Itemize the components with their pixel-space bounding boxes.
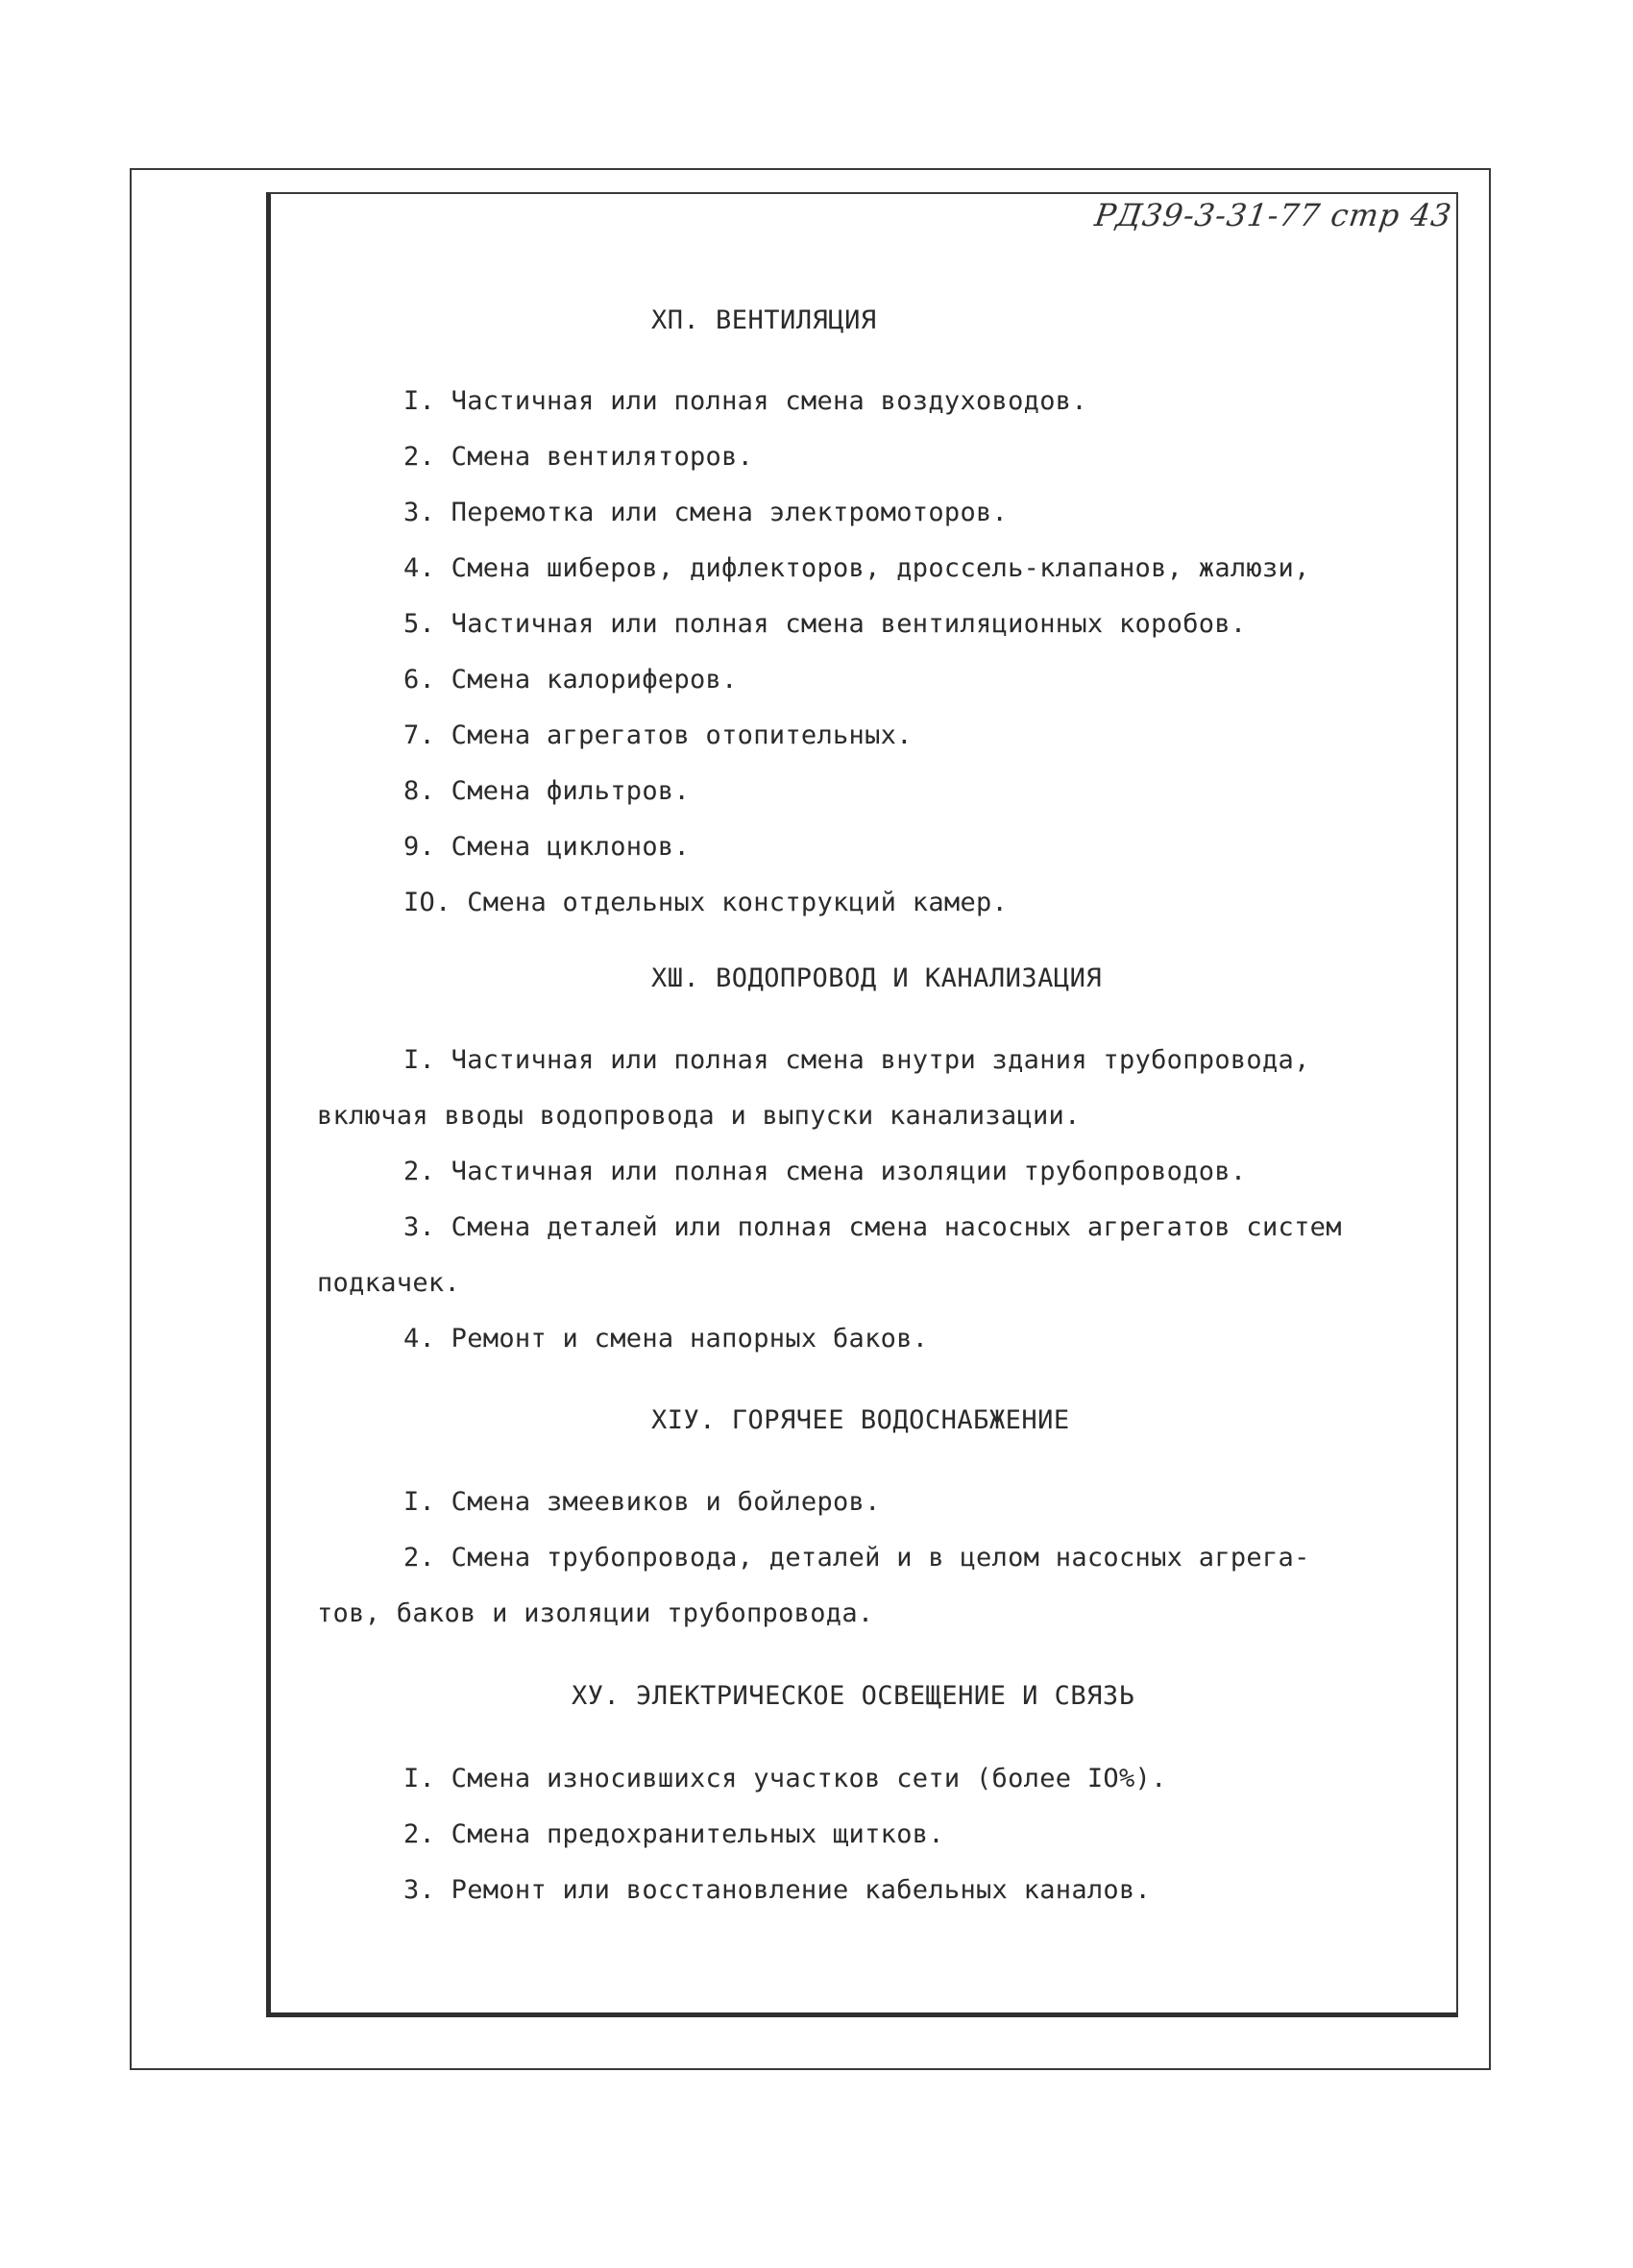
- list-item-continuation: подкачек.: [317, 1268, 460, 1298]
- section-heading-electric-lighting: XУ. ЭЛЕКТРИЧЕСКОЕ ОСВЕЩЕНИЕ И СВЯЗЬ: [572, 1681, 1135, 1711]
- list-item-continuation: включая вводы водопровода и выпуски канализации.: [317, 1101, 1081, 1131]
- list-item: 4. Ремонт и смена напорных баков.: [403, 1324, 929, 1353]
- list-item: 3. Ремонт или восстановление кабельных каналов.: [403, 1875, 1152, 1905]
- list-item: IO. Смена отдельных конструкций камер.: [403, 888, 1009, 917]
- list-item: 2. Смена вентиляторов.: [403, 442, 754, 472]
- list-item: I. Частичная или полная смена внутри здания трубопровода,: [403, 1045, 1310, 1075]
- list-item: 2. Смена предохранительных щитков.: [403, 1819, 944, 1849]
- section-heading-water-supply: XШ. ВОДОПРОВОД И КАНАЛИЗАЦИЯ: [651, 963, 1103, 993]
- list-item: 8. Смена фильтров.: [403, 776, 690, 806]
- section-heading-hot-water: XIУ. ГОРЯЧЕЕ ВОДОСНАБЖЕНИЕ: [651, 1405, 1070, 1435]
- list-item: 2. Смена трубопровода, деталей и в целом насосных агрега-: [403, 1543, 1310, 1573]
- list-item: 6. Смена калориферов.: [403, 665, 738, 695]
- list-item-continuation: тов, баков и изоляции трубопровода.: [317, 1598, 874, 1628]
- list-item: 3. Перемотка или смена электромоторов.: [403, 498, 1009, 527]
- list-item: 7. Смена агрегатов отопительных.: [403, 720, 913, 750]
- list-item: 2. Частичная или полная смена изоляции трубопроводов.: [403, 1157, 1247, 1186]
- list-item: 9. Смена циклонов.: [403, 832, 690, 862]
- list-item: 5. Частичная или полная смена вентиляционных коробов.: [403, 609, 1247, 639]
- list-item: 4. Смена шиберов, дифлекторов, дроссель-клапанов, жалюзи,: [403, 553, 1310, 583]
- section-heading-ventilation: XП. ВЕНТИЛЯЦИЯ: [651, 305, 877, 335]
- list-item: I. Частичная или полная смена воздуховодов.: [403, 386, 1087, 416]
- list-item: I. Смена износившихся участков сети (более IO%).: [403, 1764, 1167, 1793]
- list-item: I. Смена змеевиков и бойлеров.: [403, 1487, 881, 1517]
- list-item: 3. Смена деталей или полная смена насосных агрегатов систем: [403, 1212, 1342, 1242]
- document-stamp: РД39-3-31-77 стр 43: [1092, 197, 1454, 233]
